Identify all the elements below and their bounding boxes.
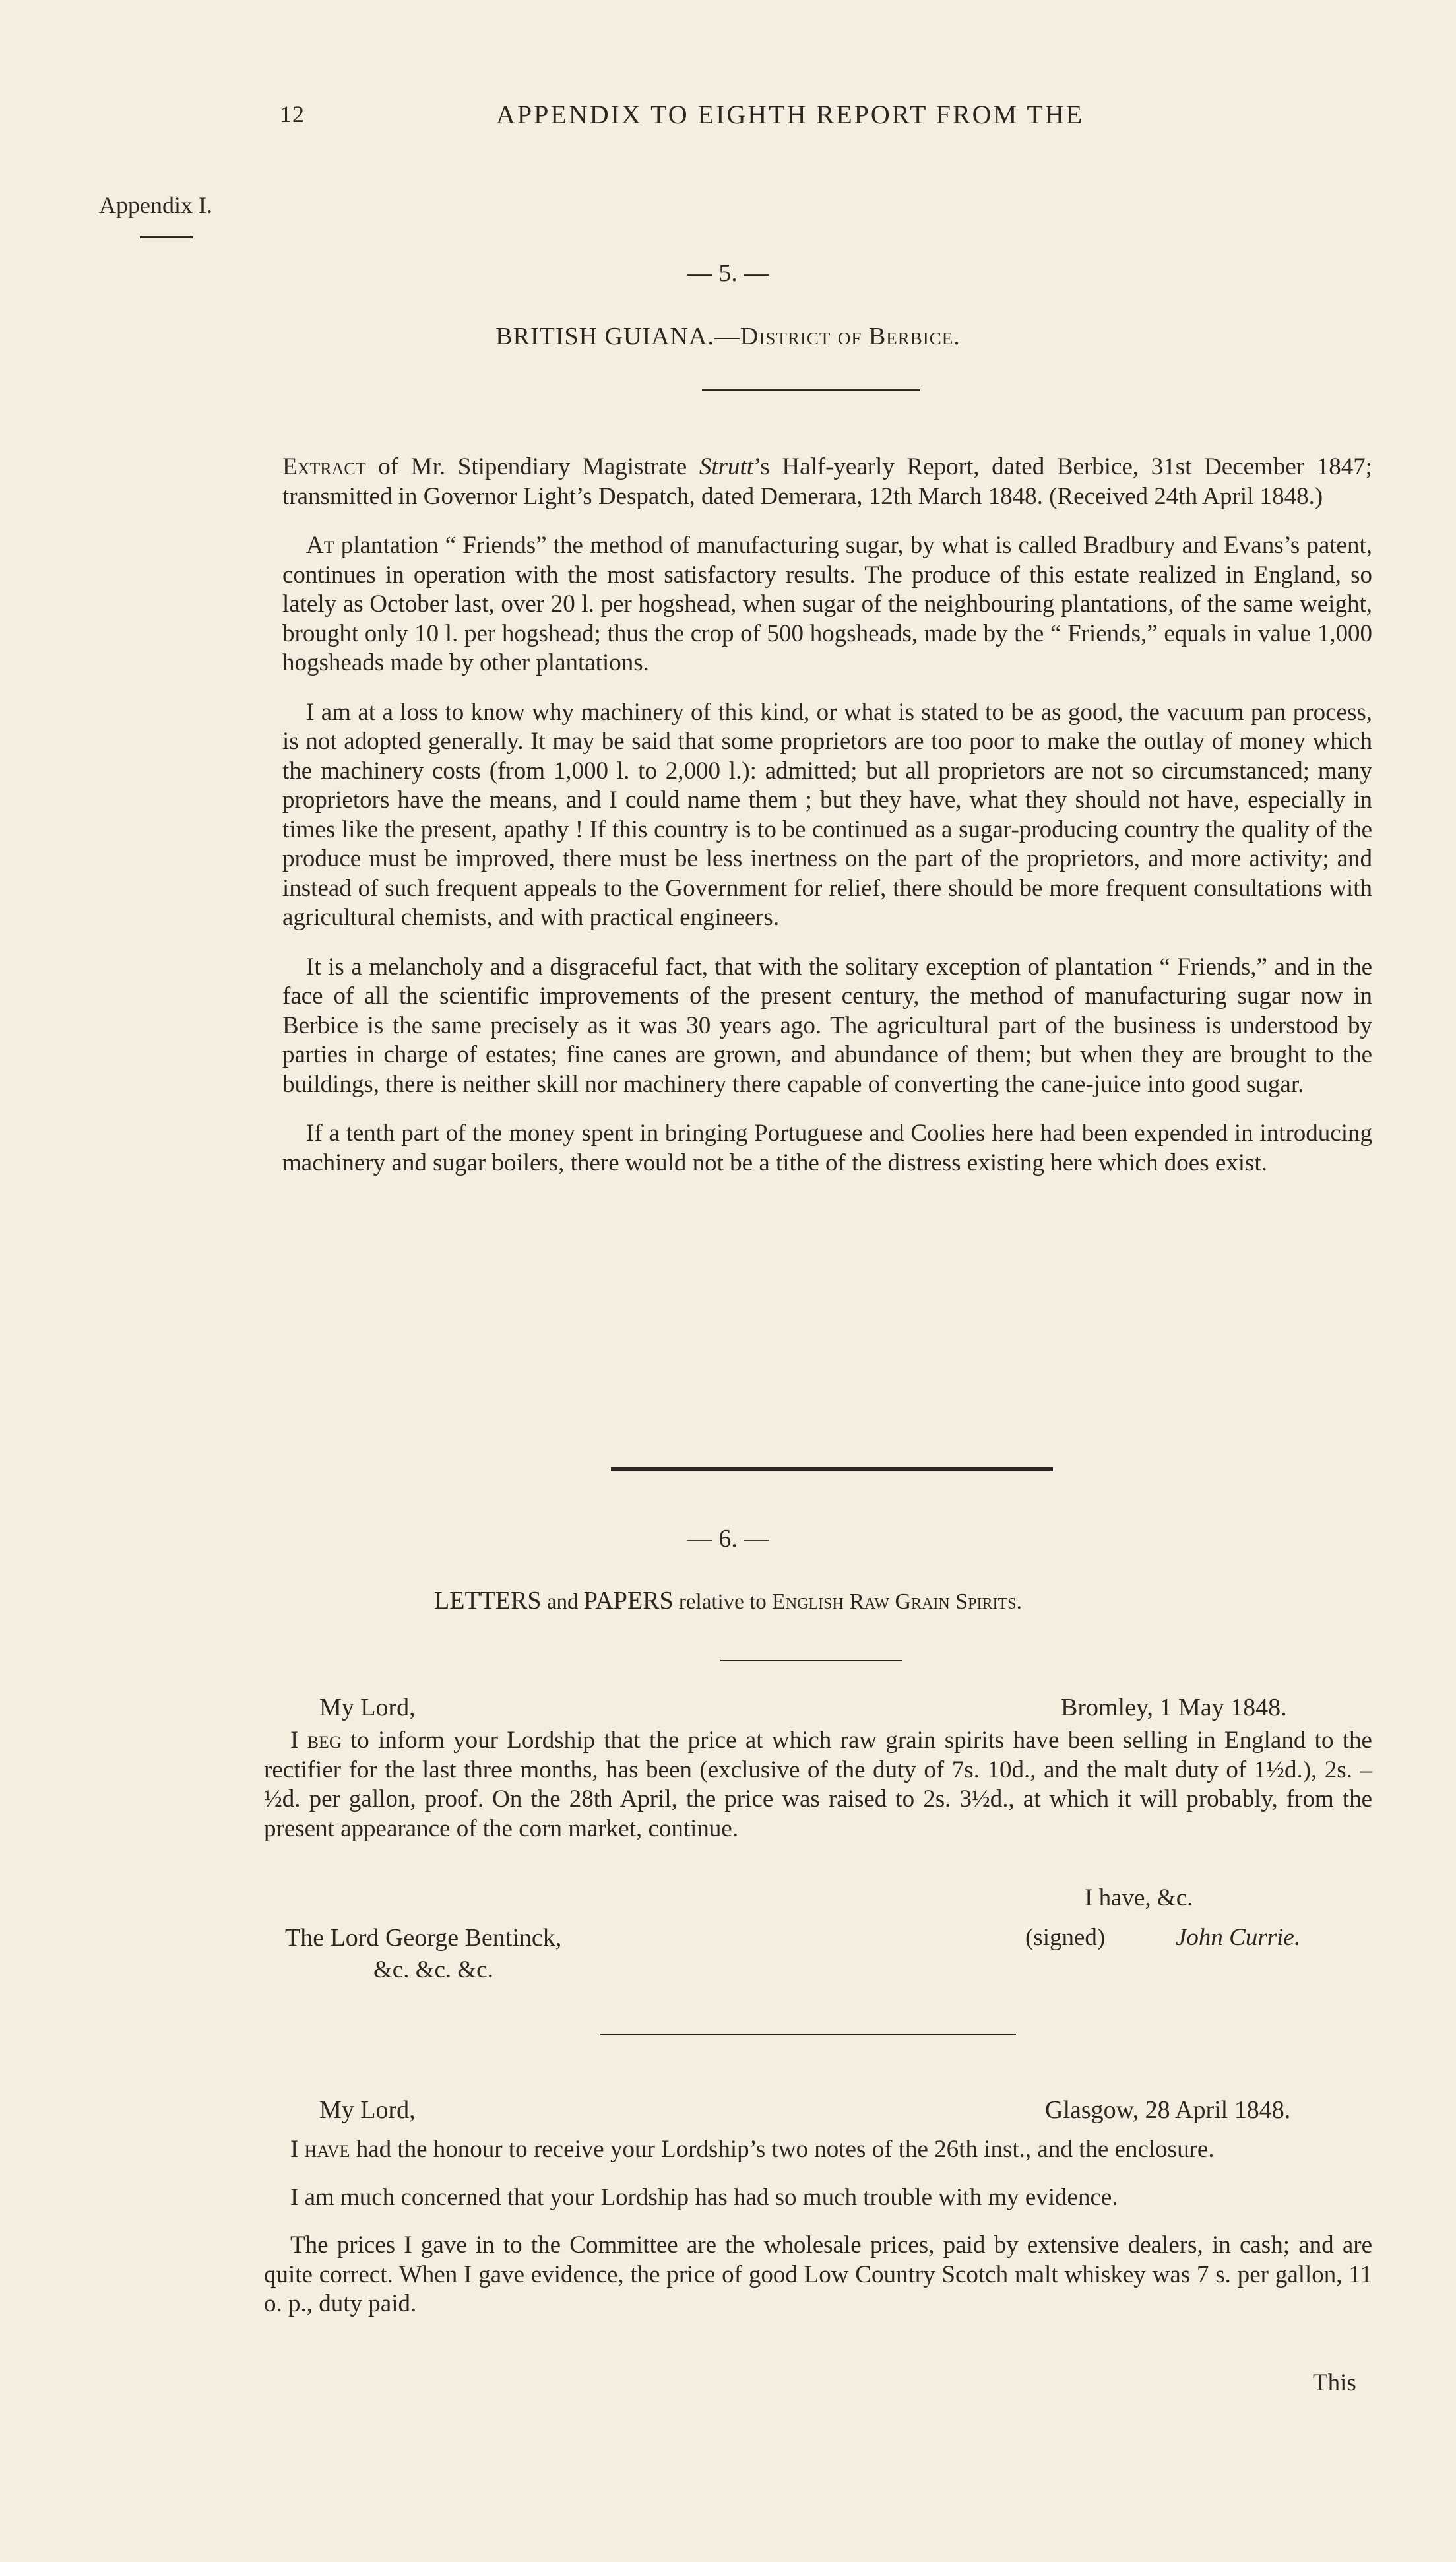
section5-title-rule [702,389,920,391]
appendix-side-label: Appendix I. [99,192,212,218]
section-title-main: BRITISH GUIANA.— [495,323,740,350]
title-letters: LETTERS [434,1587,542,1615]
section-title-6 [0,1586,1456,1615]
section-number-5: — 5. — [687,259,769,287]
letter1-addressee: The Lord George Bentinck, [285,1924,562,1952]
title-and: and [541,1590,584,1614]
letter2-paragraph-1 [264,2135,1372,2165]
letter1-closing: I have, &c. [1085,1884,1193,1911]
letter1-signed: (signed) [1025,1924,1106,1951]
letter2-body [264,2135,1372,2339]
extract-name: Strutt [699,453,754,480]
extract-heading [282,453,1372,511]
letter2-text-1: had the honour to receive your Lordship’s two notes of the 26th inst., and the enclosure. [350,2136,1215,2163]
letter1-paragraph [264,1726,1372,1843]
extract-text-1: of Mr. Stipendiary Magistrate [365,453,699,480]
paragraph-4: If a tenth part of the money spent in bringing Portuguese and Coolies here had been expended in introducing machinery and sugar boilers, there would not be a tithe of the distress existing here which does exist. [282,1120,1372,1176]
page-number: 12 [280,101,305,127]
section-title-5 [0,322,1456,351]
letter1-text: to inform your Lordship that the price at which raw grain spirits have been selling in England to the rectifier for the last three months, has been (exclusive of the duty of 7s. 10d., and the malt duty of 1½d.), 2s. –½d. per gallon, proof. On the 28th April, the price was raised to 2s. 3½d., at which it will probably, from the present appearance of the corn market, continue. [264,1727,1372,1842]
section6-title-rule [720,1660,902,1661]
section-title-district: District of Berbice. [740,323,961,350]
section-number-6: — 6. — [687,1525,769,1553]
running-title: APPENDIX TO EIGHTH REPORT FROM THE [496,100,1085,129]
letter2-place-date: Glasgow, 28 April 1848. [1045,2096,1291,2124]
letters-divider-rule [600,2034,1016,2035]
letter2-lead: I have [290,2136,350,2163]
paragraph-3: It is a melancholy and a disgraceful fact, that with the solitary exception of plantation “ Friends,” and in the face of all the scientific improvements of the present century, the method of manufacturing sugar now in Berbice is the same precisely as it was 30 years ago. The agricultural part of the business is understood by parties in charge of estates; fine canes are grown, and abundance of them; but when they are brought to the buildings, there is neither skill nor machinery there capable of converting the cane-juice into good sugar. [282,953,1372,1098]
catchword: This [1313,2369,1356,2396]
letter1-lead: I beg [290,1727,342,1754]
paragraph-1-lead: At [306,532,334,559]
paragraph-1-text: plantation “ Friends” the method of manufacturing sugar, by what is called Bradbury and Evans’s patent, continues in operation with the most satisfactory results. The produce of this estate realized in England, so lately as October last, over 20 l. per hogshead, when sugar of the neighbouring plantations, of the same weight, brought only 10 l. per hogshead; thus the crop of 500 hogsheads, made by the “ Friends,” equals in value 1,000 hogsheads made by other plantations. [282,532,1372,676]
extract-text-2: ’s Half-yearly Report, dated Berbice, 31st December 1847; transmitted in Governor Light’s Despatch, dated Demerara, 12th March 1848. (Received 24th April 1848.) [282,453,1372,510]
section5-body [282,453,1372,1198]
letter1-signature: John Currie. [1176,1924,1301,1951]
letter2-paragraph-3: The prices I gave in to the Committee are the wholesale prices, paid by extensive dealers, in cash; and are quite correct. When I gave evidence, the price of good Low Country Scotch malt whiskey was 7 s. per gallon, 11 o. p., duty paid. [264,2231,1372,2317]
letter1-addressee-etc: &c. &c. &c. [373,1956,493,1983]
letter2-paragraph-2: I am much concerned that your Lordship has had so much trouble with my evidence. [290,2183,1118,2211]
side-label-rule [140,236,193,238]
paragraph-1 [282,531,1372,678]
title-papers: PAPERS [583,1587,674,1615]
title-relative-to: relative to [673,1590,772,1614]
letter1-place-date: Bromley, 1 May 1848. [1061,1694,1287,1721]
letter1-salutation: My Lord, [319,1694,416,1721]
extract-lead: Extract [282,453,366,480]
paragraph-2: I am at a loss to know why machinery of this kind, or what is stated to be as good, the vacuum pan process, is not adopted generally. It may be said that some proprietors are too poor to make the outlay of money which the machinery costs (from 1,000 l. to 2,000 l.): admitted; but all proprietors are not so circumstanced; many proprietors have the means, and I could name them ; but they have, what they should not have, especially in times like the present, apathy ! If this country is to be continued as a sugar-producing country the quality of the produce must be improved, there must be less inertness on the part of the proprietors, and more activity; and instead of such frequent appeals to the Government for relief, there should be more frequent consultations with agricultural chemists, and with practical engineers. [282,698,1372,931]
letter1-body [264,1726,1372,1863]
title-spirits: English Raw Grain Spirits. [772,1589,1022,1614]
letter2-salutation: My Lord, [319,2096,416,2124]
section-divider-rule [611,1467,1053,1471]
